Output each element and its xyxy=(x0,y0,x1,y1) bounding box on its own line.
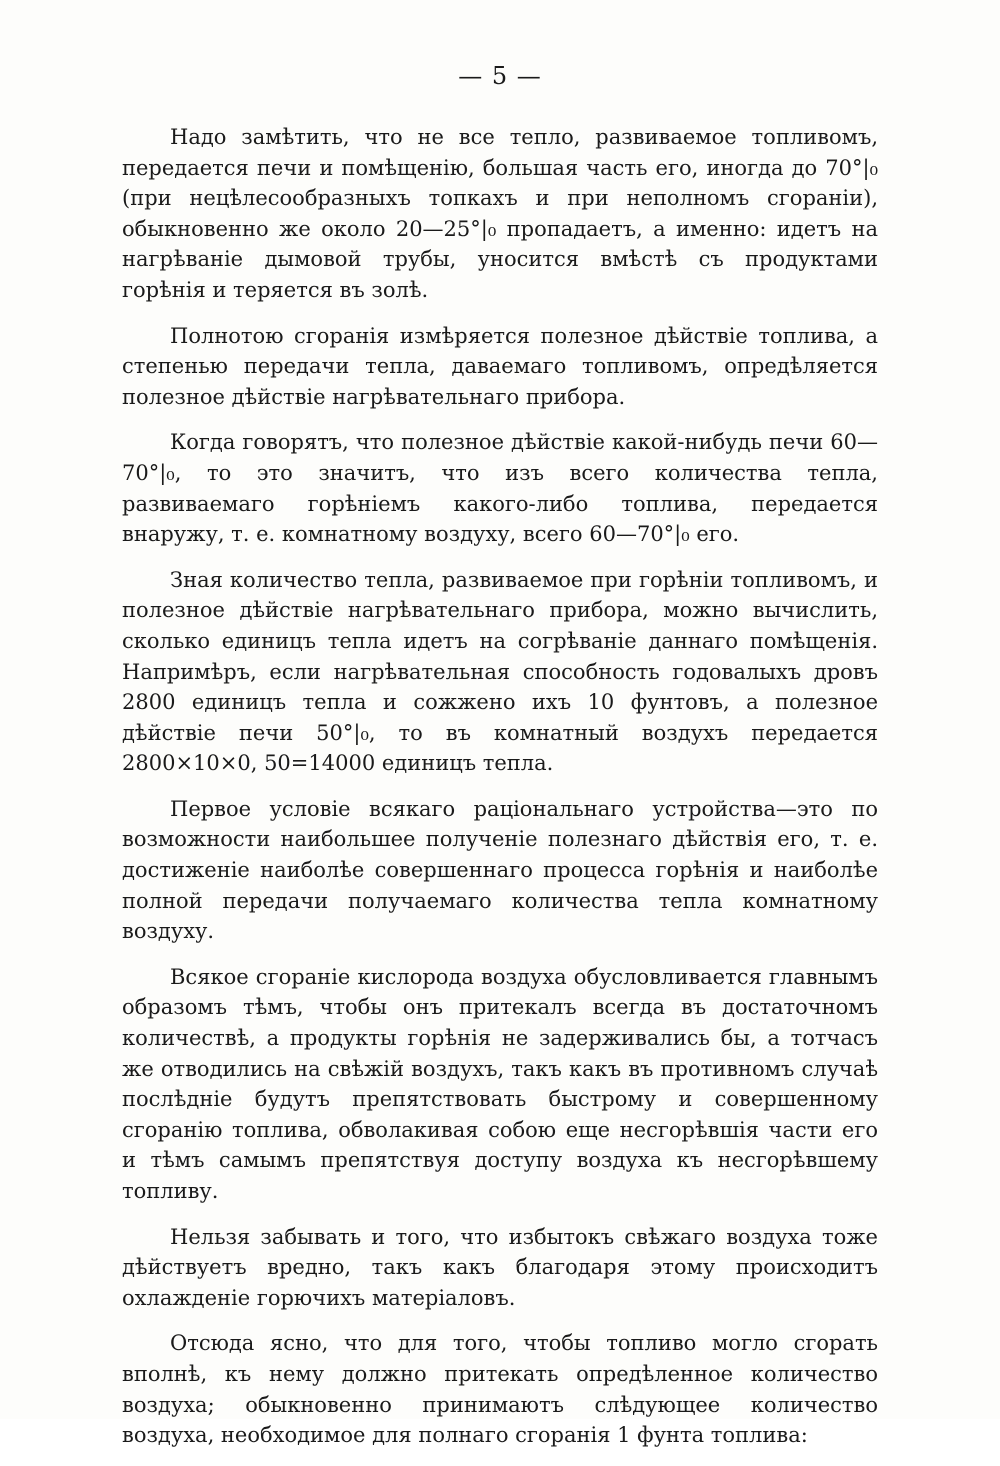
paragraph: Когда говорятъ, что полезное дѣйствіе какой-нибудь печи 60—70°|₀, то это значитъ, что изъ всего количества тепла, развиваемаго горѣніемъ какого-либо топлива, передается внаружу, т. е. комнатному воздуху, всего 60—70°|₀ его. xyxy=(122,430,878,547)
paragraph: Первое условіе всякаго раціональнаго устройства—это по возможности наибольшее полученіе полезнаго дѣйствія его, т. е. достиженіе наиболѣе совершеннаго процесса горѣнія и наиболѣе полной передачи получаемаго количества тепла комнатному воздуху. xyxy=(122,796,878,944)
paragraph: Надо замѣтить, что не все тепло, развиваемое топливомъ, передается печи и помѣщенію, большая часть его, иногда до 70°|₀ (при нецѣлесообразныхъ топкахъ и при неполномъ сгораніи), обыкновенно же около 20—25°|₀ пропадаетъ, а именно: идетъ на нагрѣваніе дымовой трубы, уносится вмѣстѣ съ продуктами горѣнія и теряется въ золѣ. xyxy=(122,125,878,302)
paragraph: Нельзя забывать и того, что избытокъ свѣжаго воздуха тоже дѣйствуетъ вредно, такъ какъ благодаря этому происходитъ охлажденіе горючихъ матеріаловъ. xyxy=(122,1224,878,1310)
paragraph: Всякое сгораніе кислорода воздуха обусловливается главнымъ образомъ тѣмъ, чтобы онъ притекалъ всегда въ достаточномъ количествѣ, а продукты горѣнія не задерживались бы, а тотчасъ же отводились на свѣжій воздухъ, такъ какъ въ противномъ случаѣ послѣдніе будутъ препятствовать быстрому и совершенному сгоранію топлива, обволакивая собою еще несгорѣвшія части его и тѣмъ самымъ препятствуя доступу воздуха къ несгорѣвшему топливу. xyxy=(122,964,878,1203)
body-text xyxy=(122,122,878,1466)
page-number: — 5 — xyxy=(458,62,542,90)
paragraph: Отсюда ясно, что для того, чтобы топливо могло сгорать вполнѣ, къ нему должно притекать опредѣленное количество воздуха; обыкновенно принимаютъ слѣдующее количество воздуха, необходимое для полнаго сгоранія 1 фунта топлива: xyxy=(122,1331,878,1448)
paragraph: Полнотою сгоранія измѣряется полезное дѣйствіе топлива, а степенью передачи тепла, даваемаго топливомъ, опредѣляется полезное дѣйствіе нагрѣвательнаго прибора. xyxy=(122,323,878,409)
paragraph: Зная количество тепла, развиваемое при горѣніи топливомъ, и полезное дѣйствіе нагрѣвательнаго прибора, можно вычислить, сколько единицъ тепла идетъ на согрѣваніе даннаго помѣщенія. Напримѣръ, если нагрѣвательная способность годовалыхъ дровъ 2800 единицъ тепла и сожжено ихъ 10 фунтовъ, а полезное дѣйствіе печи 50°|₀, то въ комнатный воздухъ передается 2800×10×0, 50=14000 единицъ тепла. xyxy=(122,567,878,776)
